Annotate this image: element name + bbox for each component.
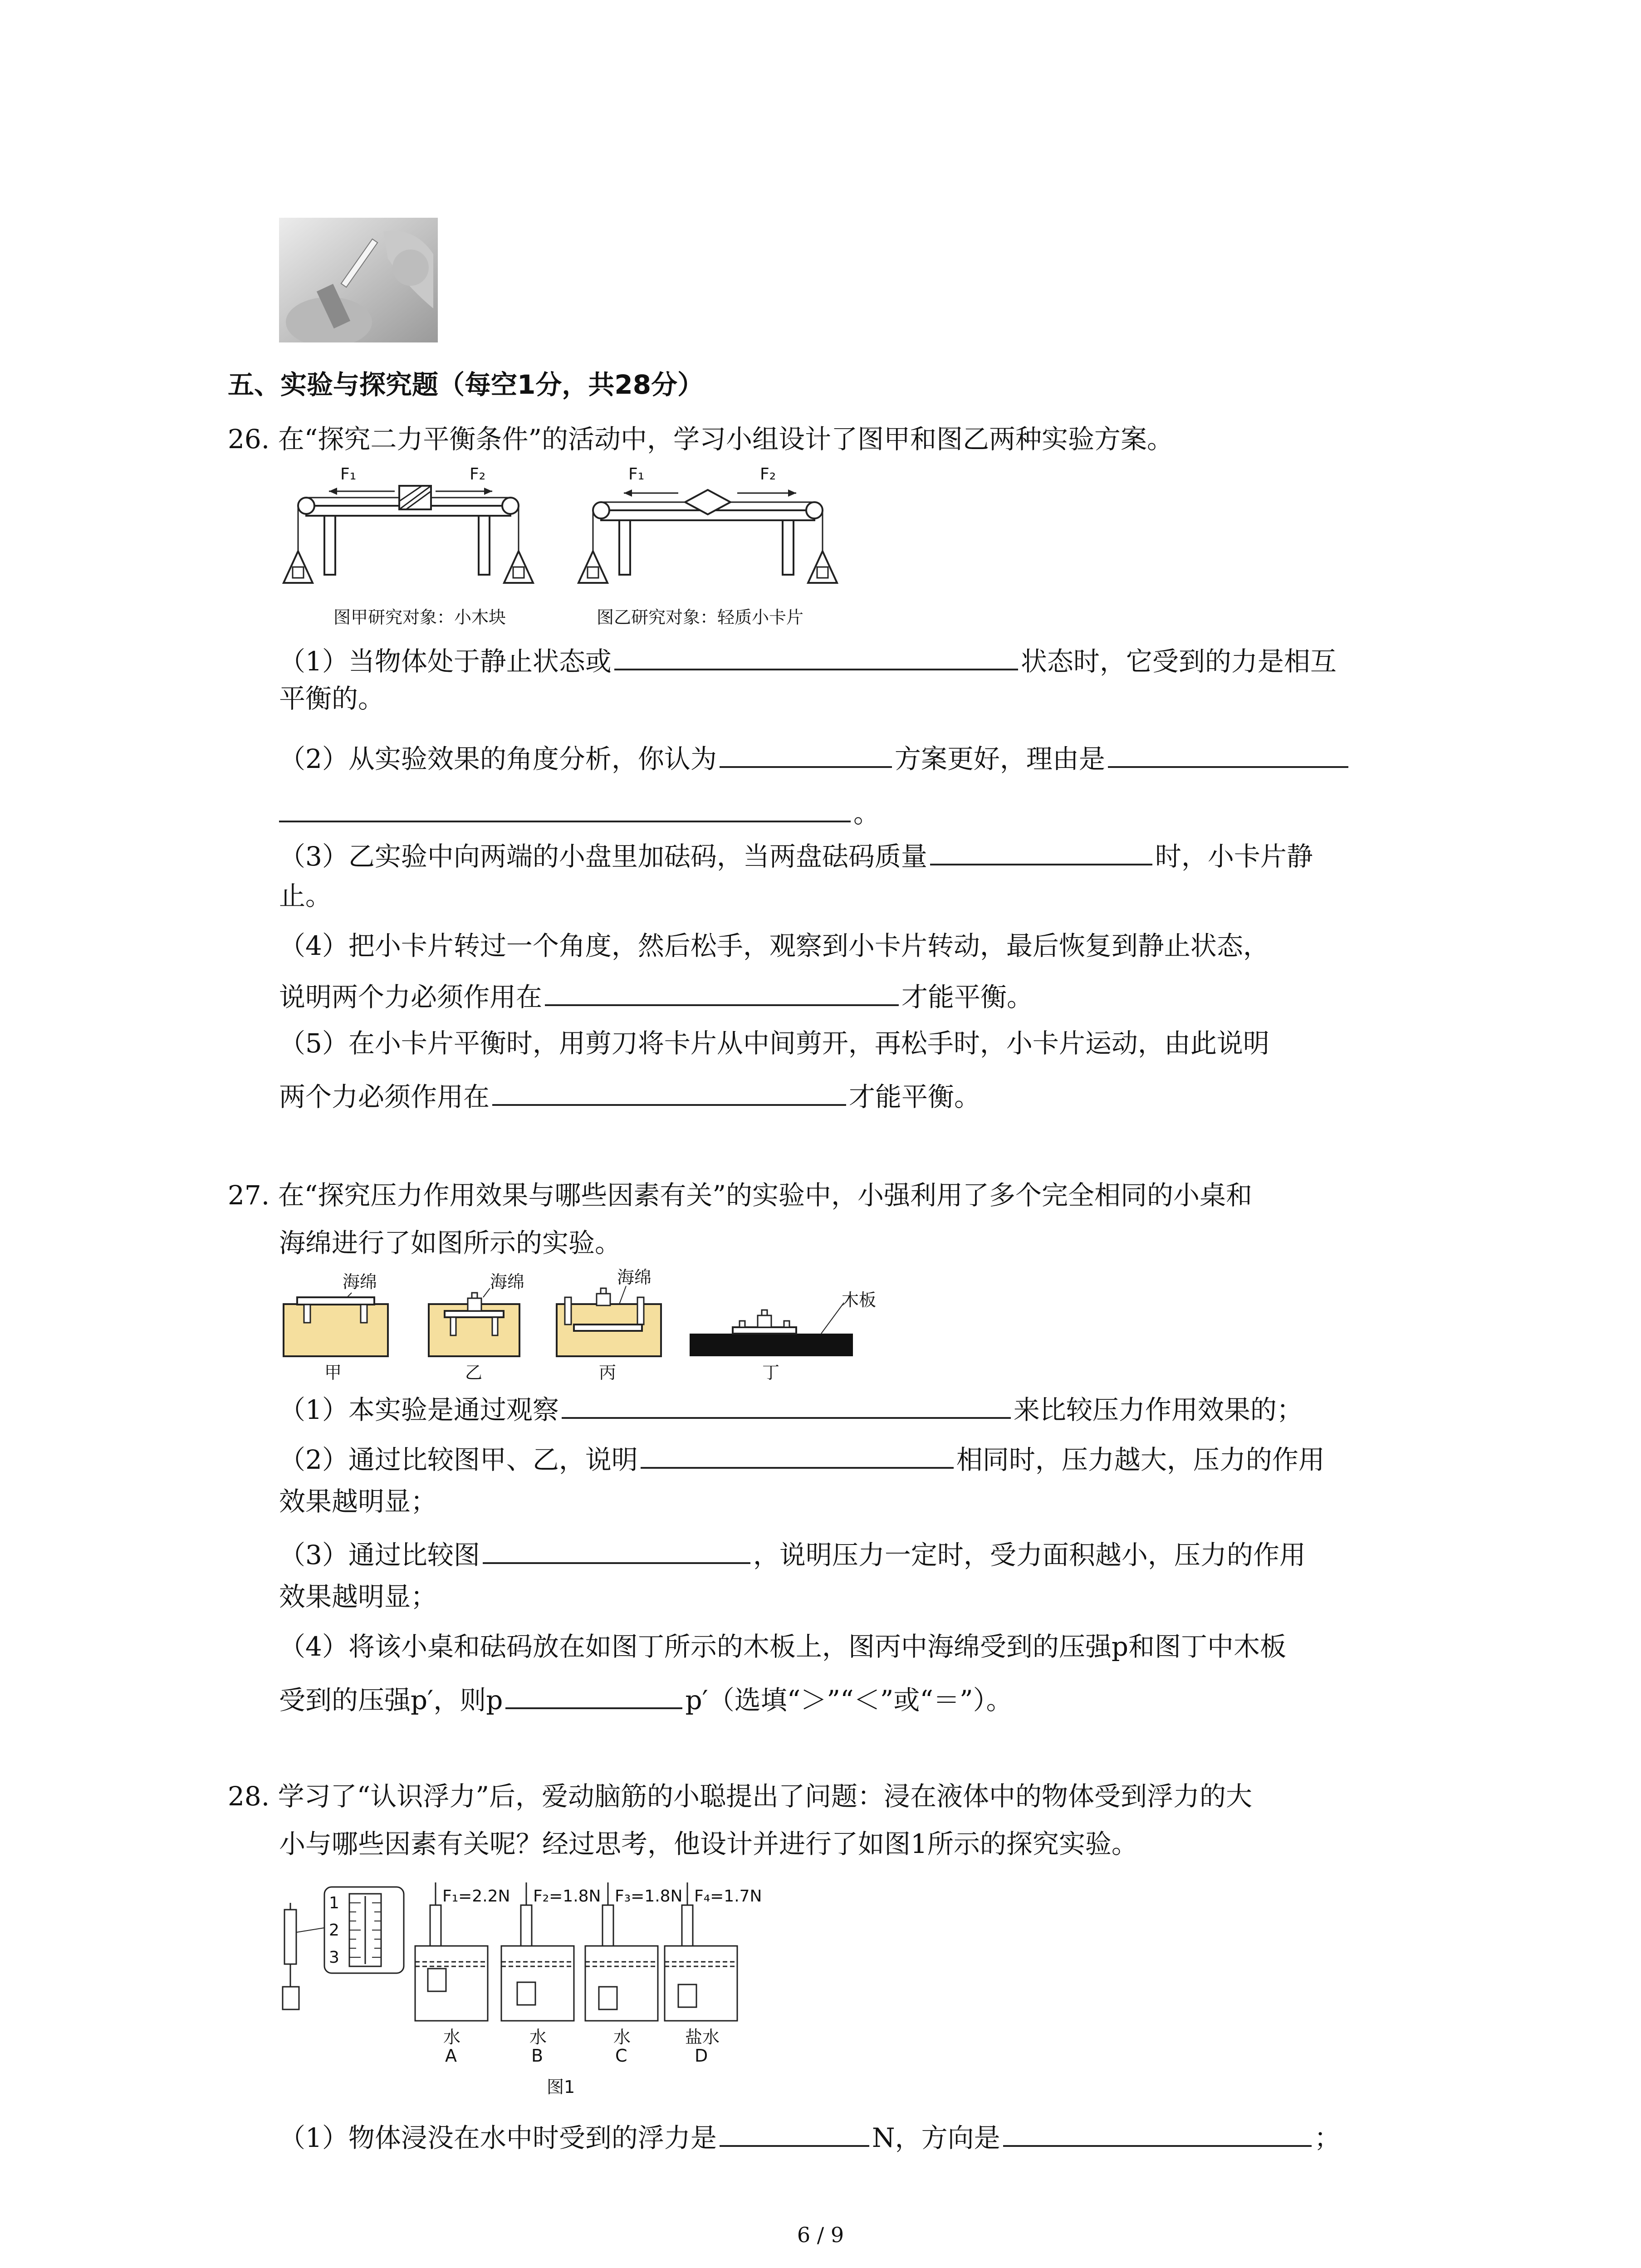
q26-item3-line2: 止。 — [279, 880, 332, 911]
q26-item1-line2: 平衡的。 — [279, 683, 385, 714]
q26-item5-line1: （5）在小卡片平衡时，用剪刀将卡片从中间剪开，再松手时，小卡片运动，由此说明 — [279, 1028, 1269, 1059]
q26-blank-5[interactable] — [492, 1075, 846, 1106]
q26-figure-a — [279, 465, 542, 631]
q26-item4-line2: 说明两个力必须作用在 才能平衡。 — [279, 975, 1033, 1015]
q27-item4-line1: （4）将该小桌和砝码放在如图丁所示的木板上，图丙中海绵受到的压强p和图丁中木板 — [279, 1631, 1287, 1662]
q27-blank-4[interactable] — [505, 1678, 682, 1709]
q28-stem-line1: 28. 学习了“认识浮力”后，爱动脑筋的小聪提出了问题：浸在液体中的物体受到浮力的大 — [228, 1781, 1252, 1812]
q26-stem: 26. 在“探究二力平衡条件”的活动中，学习小组设计了图甲和图乙两种实验方案。 — [228, 424, 1173, 455]
q26b-caption: 图乙研究对象：轻质小卡片 — [597, 607, 804, 627]
q28-label-b: B — [531, 2046, 544, 2066]
q28-reading-f3: F₃=1.8N — [615, 1887, 683, 1906]
q28-label-a: A — [445, 2046, 457, 2066]
q28-reading-f2: F₂=1.8N — [533, 1887, 601, 1906]
q27-item3-line1: （3）通过比较图 ，说明压力一定时，受力面积越小，压力的作用 — [279, 1533, 1306, 1573]
q26-blank-2b[interactable] — [1108, 737, 1348, 768]
section-title: 五、实验与探究题（每空1分，共28分） — [228, 369, 704, 400]
q27-fig-label-jia: 甲 — [324, 1363, 342, 1383]
q28-figure-caption: 图1 — [547, 2077, 575, 2097]
q26a-f1-label: F₁ — [340, 465, 357, 484]
q26-figure-b — [574, 465, 846, 631]
q26-blank-2a[interactable] — [720, 737, 892, 768]
q26a-caption: 图甲研究对象：小木块 — [333, 607, 506, 627]
q26a-f2-label: F₂ — [470, 465, 486, 484]
q28-blank-1a[interactable] — [720, 2116, 869, 2147]
q28-stem-line2: 小与哪些因素有关呢？经过思考，他设计并进行了如图1所示的探究实验。 — [279, 1828, 1138, 1859]
q28-label-d: D — [695, 2046, 708, 2066]
q27-item1: （1）本实验是通过观察 来比较压力作用效果的； — [279, 1388, 1303, 1428]
q26-blank-2c[interactable] — [279, 792, 851, 822]
q27-stem-line1: 27. 在“探究压力作用效果与哪些因素有关”的实验中，小强利用了多个完全相同的小桌和 — [228, 1180, 1252, 1211]
q28-scale-tick-1: 1 — [329, 1894, 339, 1912]
q27-fig-label-ding: 丁 — [762, 1363, 780, 1383]
q26b-f2-label: F₂ — [760, 465, 776, 484]
q26b-f1-label: F₁ — [628, 465, 645, 484]
q28-figure — [279, 1878, 823, 2100]
q26-item4-line1: （4）把小卡片转过一个角度，然后松手，观察到小卡片转动，最后恢复到静止状态， — [279, 930, 1269, 961]
q27-stem-line2: 海绵进行了如图所示的实验。 — [279, 1227, 622, 1258]
q27-blank-2[interactable] — [641, 1438, 954, 1469]
q28-liquid-b: 水 — [529, 2027, 547, 2047]
q27-figure — [279, 1261, 914, 1383]
q26-blank-3[interactable] — [930, 835, 1152, 865]
q27-blank-1[interactable] — [562, 1388, 1011, 1419]
q28-blank-1b[interactable] — [1003, 2116, 1312, 2147]
q28-liquid-c: 水 — [613, 2027, 631, 2047]
q27-item3-line2: 效果越明显； — [279, 1581, 437, 1612]
q28-scale-tick-3: 3 — [329, 1948, 339, 1967]
q27-sponge-label-2: 海绵 — [490, 1272, 525, 1292]
q27-board-label: 木板 — [842, 1290, 877, 1310]
q26-item1-line1: （1）当物体处于静止状态或 状态时，它受到的力是相互 — [279, 640, 1337, 679]
q27-blank-3[interactable] — [483, 1533, 750, 1564]
q27-item4-line2: 受到的压强p′，则p p′（选填“＞”“＜”或“＝”）。 — [279, 1678, 1013, 1718]
page-number: 6 / 9 — [797, 2223, 844, 2247]
q28-reading-f1: F₁=2.2N — [442, 1887, 510, 1906]
q28-reading-f4: F₄=1.7N — [694, 1887, 762, 1906]
q28-item1: （1）物体浸没在水中时受到的浮力是 N，方向是 ； — [279, 2116, 1341, 2156]
q26-item2-line2: 。 — [279, 792, 880, 831]
q28-scale-tick-2: 2 — [329, 1921, 339, 1940]
q27-item2-line1: （2）通过比较图甲、乙，说明 相同时，压力越大，压力的作用 — [279, 1438, 1325, 1478]
syringe-photo — [279, 218, 438, 342]
q26-blank-4[interactable] — [545, 975, 899, 1006]
q26-item3-line1: （3）乙实验中向两端的小盘里加砝码，当两盘砝码质量 时，小卡片静 — [279, 835, 1313, 875]
q26-blank-1[interactable] — [614, 640, 1018, 670]
q28-label-c: C — [615, 2046, 627, 2066]
q27-fig-label-bing: 丙 — [599, 1363, 617, 1383]
q26-item5-line2: 两个力必须作用在 才能平衡。 — [279, 1075, 980, 1115]
q27-fig-label-yi: 乙 — [465, 1363, 483, 1383]
q27-item2-line2: 效果越明显； — [279, 1486, 437, 1517]
q26-item2-line1: （2）从实验效果的角度分析，你认为 方案更好，理由是 — [279, 737, 1351, 777]
q27-sponge-label-1: 海绵 — [343, 1272, 377, 1292]
q28-liquid-d: 盐水 — [685, 2027, 720, 2047]
q28-liquid-a: 水 — [443, 2027, 461, 2047]
q27-sponge-label-3: 海绵 — [617, 1267, 652, 1287]
